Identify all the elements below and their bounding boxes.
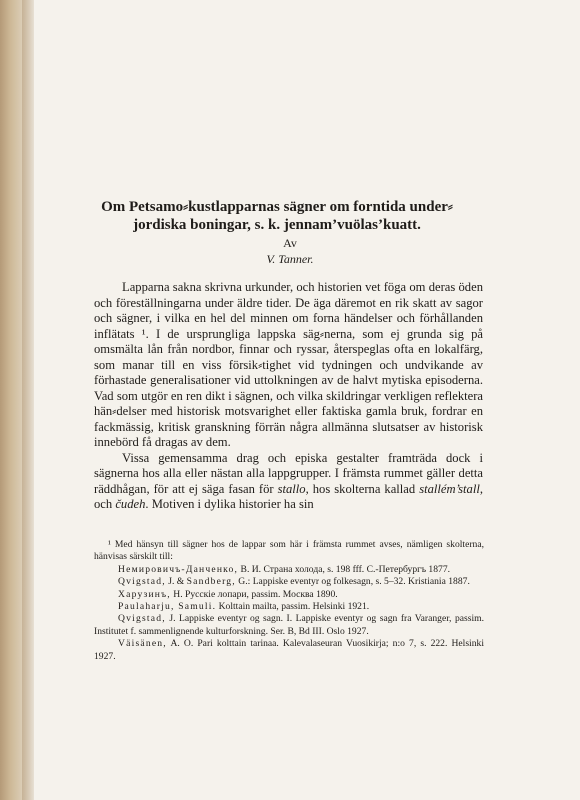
paragraph-2-mid-1: , hos skolterna kallad bbox=[305, 481, 420, 496]
footnote-ref-5 bbox=[94, 613, 484, 638]
footnote-ref-3 bbox=[94, 589, 484, 601]
ref-1-author: Немировичъ-Данченко, bbox=[118, 563, 239, 575]
paragraph-2-end: . Motiven i dylika historier ha sin bbox=[145, 497, 314, 511]
ref-5-author: Qvigstad, bbox=[118, 613, 166, 625]
ref-4-text: Kolttain mailta, passim. Helsinki 1921. bbox=[216, 601, 370, 613]
ref-6-text: A. O. Pari kolttain tarinaa. Kalevalaseuran Vuosikirja; n:o 7, s. 222. Helsinki 1927. bbox=[94, 638, 484, 662]
term-stallo: stallo bbox=[277, 481, 306, 496]
article-body bbox=[94, 280, 483, 513]
footnotes bbox=[94, 539, 484, 663]
ref-2-and: J. & bbox=[165, 576, 187, 588]
ref-1-text: В. И. Страна холода, s. 198 fff. С.-Петербургъ 1877. bbox=[238, 563, 451, 575]
footnote-ref-6 bbox=[94, 638, 484, 663]
paragraph-2 bbox=[94, 451, 483, 513]
footnote-ref-4 bbox=[94, 601, 484, 613]
paragraph-1: Lapparna sakna skrivna urkunder, och historien vet föga om deras öden och föreställningarna under äldre tider. De äga däremot en rik skatt av sagor och sägner, i vilka en hel del minnen om forna händelser och förhållanden inflätats ¹. I de ursprungliga lappska säg⸗nerna, som ej grunda sig på omsmälta lån från nordbor, finnar och ryssar, återspeglas ofta en lokalfärg, som manar till en viss försik⸗tighet vid tydningen och undvikande av förhastade generalisationer vid uttolkningen av de halvt mytiska episoderna. Vad som utgör en ren dikt i sägnen, och vilka skildringar verkligen reflektera hän⸗delser med historisk motsvarighet eller faktiska gamla bruk, fordrar en fackmässig, kritisk granskning förrän några allmänna slutsatser av historisk innebörd få dragas av dem. bbox=[94, 280, 483, 449]
ref-4-author: Paulaharju, Samuli. bbox=[118, 601, 217, 613]
ref-3-author: Харузинъ, bbox=[118, 588, 171, 600]
title-line-1: Om Petsamo⸗kustlapparnas sägner om forntida under⸗ bbox=[101, 199, 453, 215]
ref-3-text: Н. Русскiе лопари, passim. Москва 1890. bbox=[170, 588, 338, 600]
footnote-intro: ¹ Med hänsyn till sägner hos de lappar som här i främsta rummet avses, nämligen skolterna, hänvisas särskilt till: bbox=[94, 539, 484, 563]
footnote-ref-2 bbox=[94, 576, 484, 588]
term-stallem-stall: stallém’stall bbox=[419, 481, 480, 496]
ref-6-author: Väisänen, bbox=[118, 638, 167, 650]
paragraph-2-start: Vissa gemensamma drag och episka gestalter framträda dock i sägnerna hos alla eller nästan alla lappgrupper. I främsta rummet gäller detta räddhågan, för att ej säga fasan för bbox=[94, 450, 483, 496]
ref-2-author: Qvigstad, bbox=[118, 576, 166, 588]
ref-2-text: G.: Lappiske eventyr og folkesagn, s. 5–32. Kristiania 1887. bbox=[235, 576, 470, 588]
title-line-2: jordiska boningar, s. k. jennam’vuölas’kuatt. bbox=[133, 217, 421, 233]
term-cudeh: čudeh bbox=[115, 497, 146, 511]
footnote-ref-1 bbox=[94, 564, 484, 576]
paragraph-2-mid-2: , och bbox=[94, 481, 484, 511]
author-name: V. Tanner. bbox=[266, 252, 314, 266]
byline-av: Av bbox=[283, 236, 297, 250]
article-title bbox=[92, 198, 462, 234]
ref-5-text: J. Lappiske eventyr og sagn. I. Lappiske eventyr og sagn fra Varanger, passim. Institutet f. sammenlignende kulturforskning. Ser. B, Bd III. Oslo 1927. bbox=[94, 613, 484, 637]
ref-2-author-2: Sandberg, bbox=[186, 576, 236, 588]
